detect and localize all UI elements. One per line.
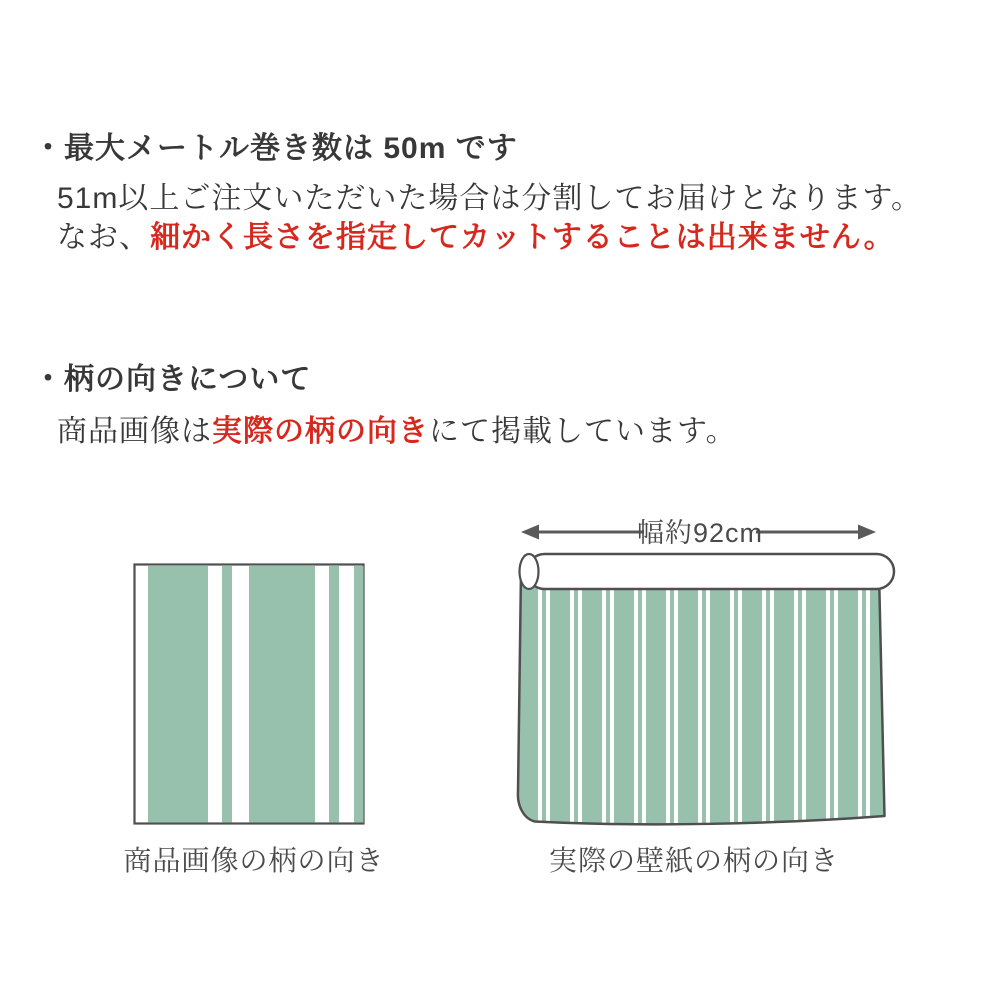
max-roll-heading: ・最大メートル巻き数は 50m です [33,132,518,165]
pattern-direction-heading: ・柄の向きについて [33,363,312,396]
pattern-direction-body-prefix: 商品画像は [57,415,212,448]
product-image-caption: 商品画像の柄の向き [123,845,385,876]
max-roll-body-line1: 51m以上ご注文いただいた場合は分割してお届けとなります。 [57,182,922,215]
product-image-figure [120,550,390,840]
roll-tube [527,554,894,589]
roll-tube-end-cap [520,554,539,589]
max-roll-body-line2-red-text: 細かく長さを指定してカットすることは出来ません。 [150,221,895,254]
max-roll-body-line2 [57,219,895,257]
wallpaper-sheet [518,572,885,824]
product-image-green-stripes [148,566,364,823]
actual-wallpaper-figure [480,500,920,840]
roll-width-label: 幅約92cm [636,518,764,548]
max-roll-body-line2-prefix: なお、 [57,221,150,254]
actual-wallpaper-caption: 実際の壁紙の柄の向き [548,845,839,876]
pattern-direction-body-suffix: にて掲載しています。 [429,415,737,448]
pattern-direction-body [57,413,737,451]
pattern-direction-body-red-text: 実際の柄の向き [212,415,429,448]
